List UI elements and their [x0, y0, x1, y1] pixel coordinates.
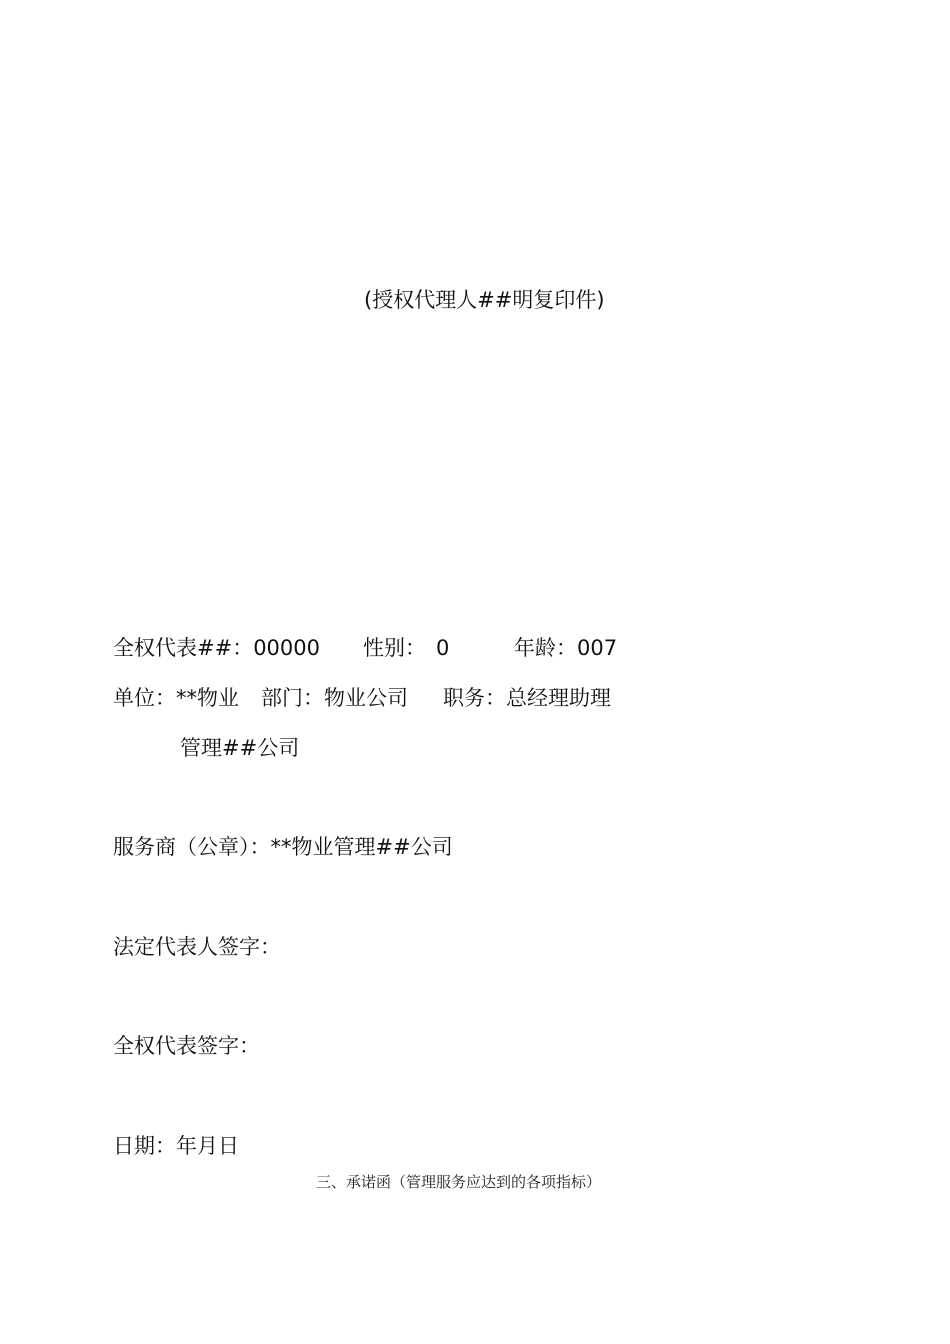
legal-representative-signature: 法定代表人签字：: [113, 935, 281, 959]
date-field: 日期：年月日: [113, 1134, 239, 1158]
service-provider: 服务商（公章）：**物业管理##公司: [113, 835, 453, 859]
unit-info-row: [113, 684, 633, 712]
gender-label: 性别：: [363, 636, 426, 660]
representative-signature: 全权代表签字：: [113, 1034, 260, 1058]
gender-value: 0: [436, 636, 450, 660]
position: 职务：总经理助理: [443, 686, 611, 710]
representative-info-row: [113, 634, 633, 662]
department: 部门：物业公司: [261, 686, 408, 710]
representative-name: 全权代表##：00000: [113, 636, 320, 660]
unit-name: 单位：**物业: [113, 686, 239, 710]
age-label: 年龄：007: [514, 636, 618, 660]
section-heading: 三、承诺函（管理服务应达到的各项指标）: [316, 1173, 602, 1191]
unit-continuation: 管理##公司: [180, 736, 300, 760]
authorization-note: (授权代理人##明复印件): [364, 288, 605, 312]
